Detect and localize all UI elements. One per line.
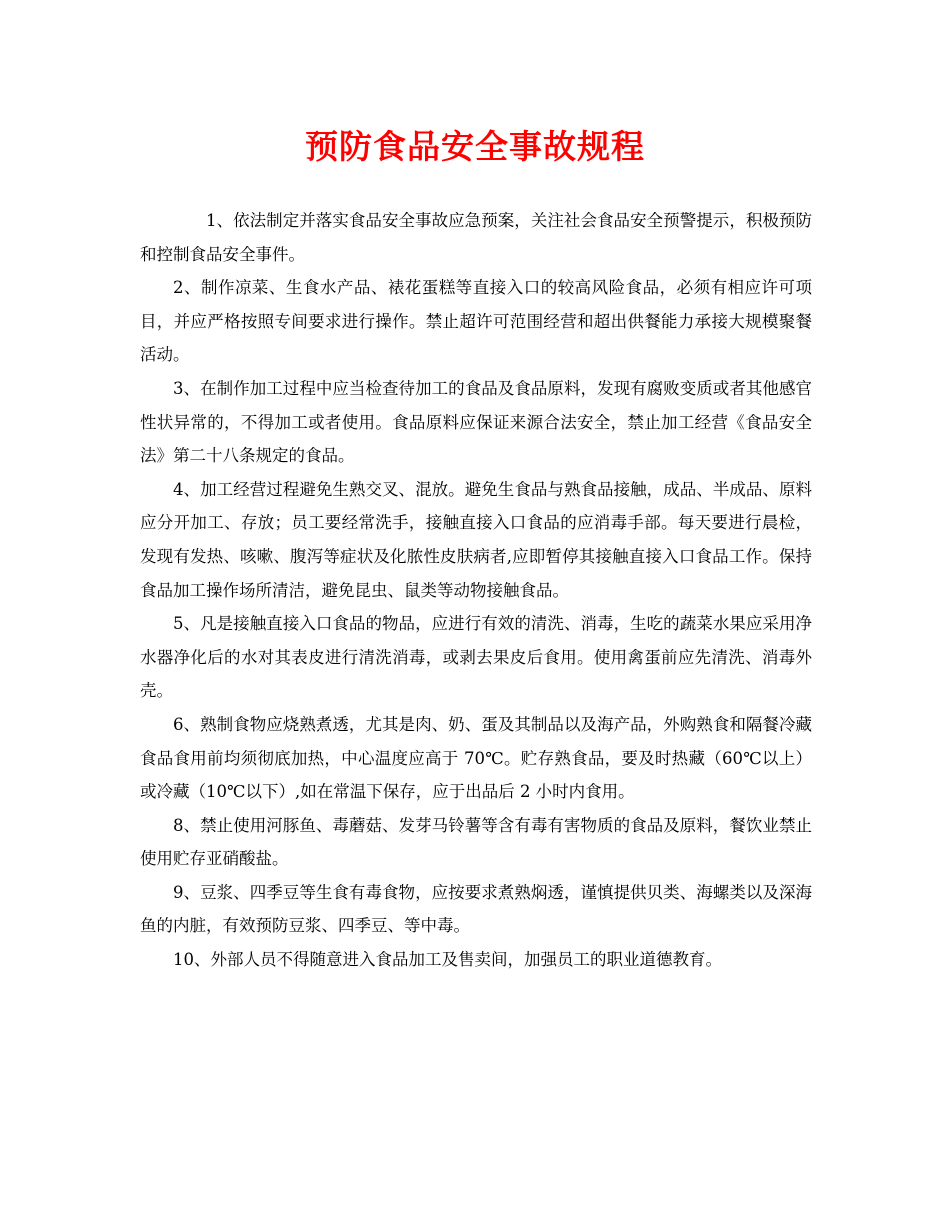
paragraph-6: 6、熟制食物应烧熟煮透，尤其是肉、奶、蛋及其制品以及海产品，外购熟食和隔餐冷藏食品食用前均须彻底加热，中心温度应高于 70℃。贮存熟食品，要及时热藏（60℃以上）或冷藏（10℃以下）,如在常温下保存，应于出品后 2 小时内食用。 [140,714,812,802]
paragraph-8: 8、禁止使用河豚鱼、毒蘑菇、发芽马铃薯等含有毒有害物质的食品及原料，餐饮业禁止使用贮存亚硝酸盐。 [140,815,812,869]
document-title: 预防食品安全事故规程 [305,127,645,166]
paragraph-9: 9、豆浆、四季豆等生食有毒食物，应按要求煮熟焖透，谨慎提供贝类、海螺类以及深海鱼的内脏，有效预防豆浆、四季豆、等中毒。 [140,882,812,936]
document-body [140,204,812,977]
paragraph-4: 4、加工经营过程避免生熟交叉、混放。避免生食品与熟食品接触，成品、半成品、原料应分开加工、存放；员工要经常洗手，接触直接入口食品的应消毒手部。每天要进行晨检，发现有发热、咳嗽、腹泻等症状及化脓性皮肤病者,应即暂停其接触直接入口食品工作。保持食品加工操作场所清洁，避免昆虫、鼠类等动物接触食品。 [140,479,812,600]
paragraph-1: 1、依法制定并落实食品安全事故应急预案，关注社会食品安全预警提示，积极预防和控制食品安全事件。 [140,211,812,264]
paragraph-3: 3、在制作加工过程中应当检查待加工的食品及食品原料，发现有腐败变质或者其他感官性状异常的，不得加工或者使用。食品原料应保证来源合法安全，禁止加工经营《食品安全法》第二十八条规定的食品。 [140,378,812,466]
paragraph-5: 5、凡是接触直接入口食品的物品，应进行有效的清洗、消毒，生吃的蔬菜水果应采用净水器净化后的水对其表皮进行清洗消毒，或剥去果皮后食用。使用禽蛋前应先清洗、消毒外壳。 [140,614,812,701]
paragraph-2: 2、制作凉菜、生食水产品、裱花蛋糕等直接入口的较高风险食品，必须有相应许可项目，并应严格按照专间要求进行操作。禁止超许可范围经营和超出供餐能力承接大规模聚餐活动。 [140,278,812,365]
paragraph-10: 10、外部人员不得随意进入食品加工及售卖间，加强员工的职业道德教育。 [173,950,722,970]
